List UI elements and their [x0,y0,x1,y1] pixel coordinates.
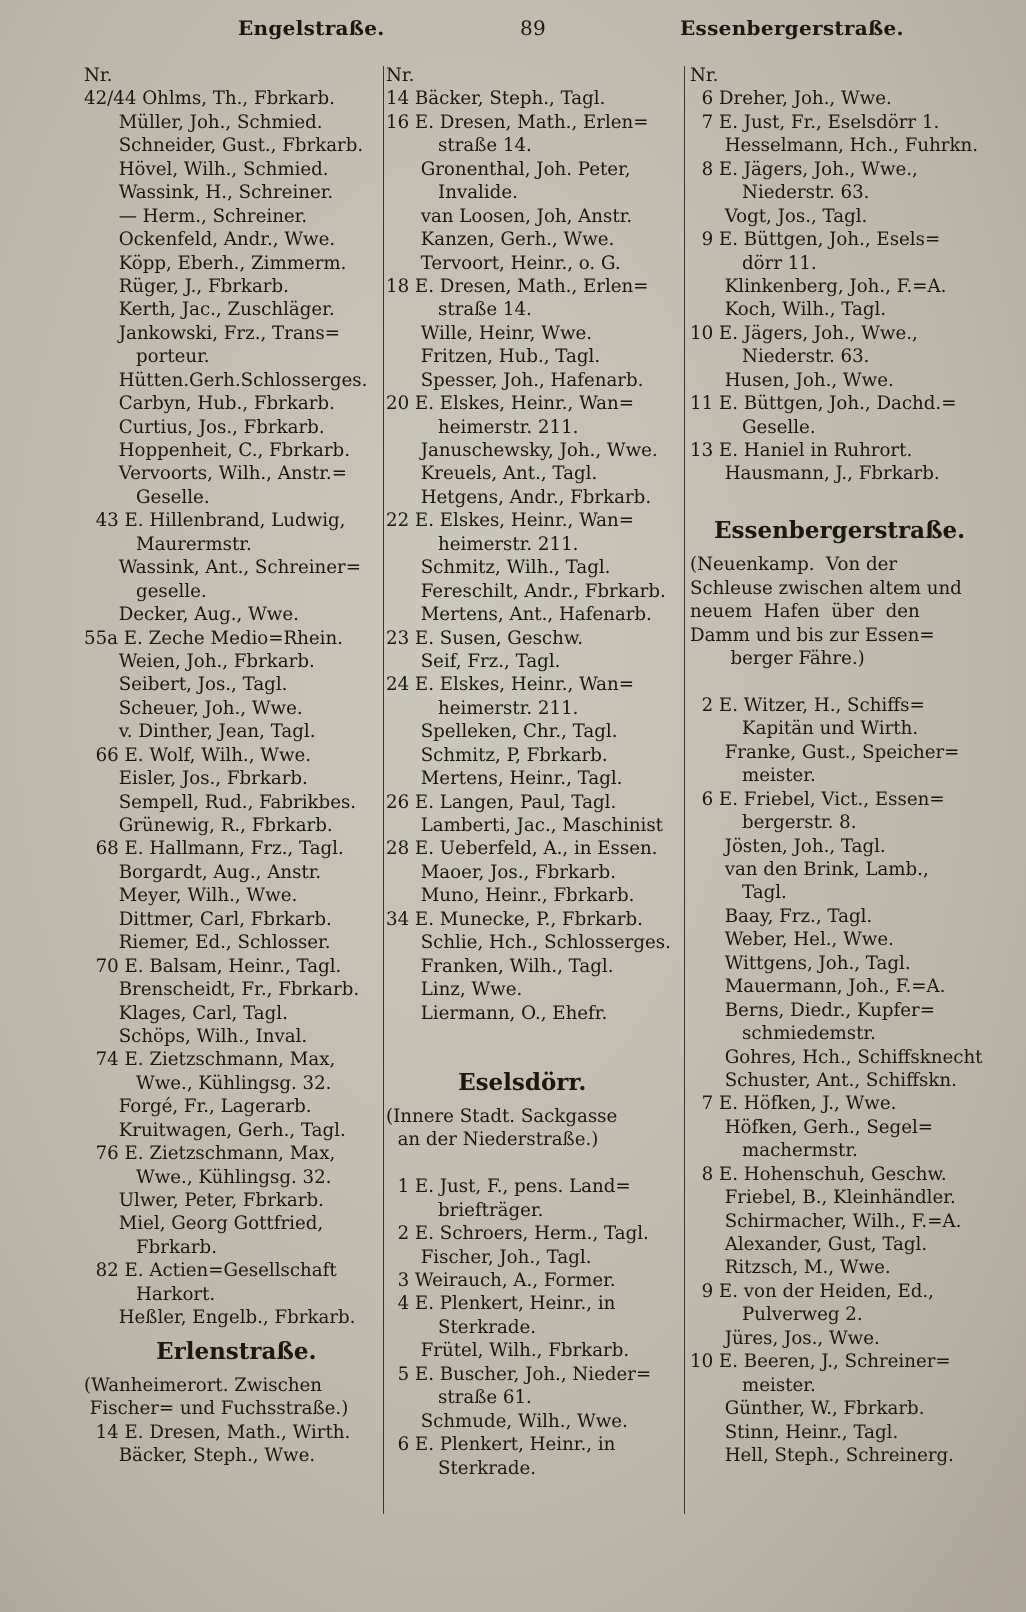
directory-entry: 28 E. Ueberfeld, A., in Essen. [386,838,658,860]
directory-entry: Sterkrade. [386,1457,537,1479]
directory-entry: Ritzsch, M., Wwe. [690,1257,891,1279]
directory-entry: Schleuse zwischen altem und [690,577,962,599]
directory-entry: Wassink, Ant., Schreiner= [84,557,361,579]
directory-entry: 9 E. von der Heiden, Ed., [690,1280,934,1302]
directory-entry: Jösten, Joh., Tagl. [690,835,886,857]
directory-entry: schmiedemstr. [690,1023,876,1045]
directory-entry: 42/44 Ohlms, Th., Fbrkarb. [84,88,335,110]
directory-entry: 43 E. Hillenbrand, Ludwig, [84,510,346,532]
directory-entry: Jüres, Jos., Wwe. [690,1327,880,1349]
directory-entry: straße 14. [386,299,532,321]
directory-entry: Rüger, J., Fbrkarb. [84,275,289,297]
directory-entry: Spesser, Joh., Hafenarb. [386,369,644,391]
directory-entry: Tervoort, Heinr., o. G. [386,252,621,274]
directory-entry: machermstr. [690,1140,858,1162]
section-title: Essenbergerstraße. [690,517,966,545]
header-right-street: Essenbergerstraße. [680,16,904,40]
directory-entry: Wittgens, Joh., Tagl. [690,952,911,974]
directory-entry: Dittmer, Carl, Fbrkarb. [84,908,332,930]
directory-entry: Kapitän und Wirth. [690,718,919,740]
directory-entry: Kreuels, Ant., Tagl. [386,463,598,485]
directory-entry: Fischer= und Fuchsstraße.) [84,1398,349,1420]
page-header [0,16,1026,50]
directory-entry: Damm und bis zur Essen= [690,624,935,646]
directory-entry: bergerstr. 8. [690,812,857,834]
directory-entry: Klages, Carl, Tagl. [84,1002,288,1024]
directory-entry: Linz, Wwe. [386,979,523,1001]
directory-entry: 8 E. Hohenschuh, Geschw. [690,1163,947,1185]
directory-entry: Kanzen, Gerh., Wwe. [386,229,615,251]
directory-entry: Schmitz, P, Fbrkarb. [386,744,608,766]
directory-entry: Weien, Joh., Fbrkarb. [84,650,315,672]
directory-entry: Weber, Hel., Wwe. [690,929,894,951]
directory-entry: Fischer, Joh., Tagl. [386,1246,592,1268]
directory-entry: Berns, Diedr., Kupfer= [690,999,935,1021]
directory-entry: 18 E. Dresen, Math., Erlen= [386,275,649,297]
directory-entry: 14 Bäcker, Steph., Tagl. [386,88,606,110]
directory-entry: Januschewsky, Joh., Wwe. [386,440,658,461]
directory-entry: Forgé, Fr., Lagerarb. [84,1096,312,1118]
directory-entry: Fereschilt, Andr., Fbrkarb. [386,580,666,602]
directory-entry: Bäcker, Steph., Wwe. [84,1444,316,1466]
directory-entry: Geselle. [84,486,210,508]
directory-entry: Hütten.Gerh.Schlosserges. [84,369,368,391]
directory-entry: Schneider, Gust., Fbrkarb. [84,135,364,157]
directory-entry: Höfken, Gerh., Segel= [690,1116,934,1138]
directory-entry: Friebel, B., Kleinhändler. [690,1187,956,1209]
directory-entry: Hetgens, Andr., Fbrkarb. [386,486,652,508]
directory-entry: Kruitwagen, Gerh., Tagl. [84,1119,346,1141]
directory-entry: Wassink, H., Schreiner. [84,182,334,204]
directory-entry: straße 61. [386,1387,532,1409]
directory-entry: 6 E. Friebel, Vict., Essen= [690,788,945,810]
directory-entry: meister. [690,1374,816,1396]
directory-entry: heimerstr. 211. [386,697,579,719]
directory-entry: 55a E. Zeche Medio=Rhein. [84,627,343,649]
directory-entry: heimerstr. 211. [386,416,579,438]
directory-entry: Köpp, Eberh., Zimmerm. [84,252,347,274]
directory-entry: 68 E. Hallmann, Frz., Tagl. [84,838,344,860]
directory-entry: 16 E. Dresen, Math., Erlen= [386,111,649,133]
directory-entry: Mertens, Ant., Hafenarb. [386,604,652,626]
directory-entry: Koch, Wilh., Tagl. [690,299,887,321]
section-title: Erlenstraße. [84,1337,317,1365]
directory-entry: 26 E. Langen, Paul, Tagl. [386,791,617,813]
directory-entry: Mertens, Heinr., Tagl. [386,768,623,790]
spacer [690,486,1000,509]
directory-entry: Brenscheidt, Fr., Fbrkarb. [84,979,360,1001]
directory-entry: dörr 11. [690,252,817,274]
directory-entry: (Innere Stadt. Sackgasse [386,1105,618,1127]
directory-entry: Gohres, Hch., Schiffsknecht [690,1046,983,1068]
directory-entry: Schirmacher, Wilh., F.=A. [690,1210,962,1232]
directory-entry: Muno, Heinr., Fbrkarb. [386,885,635,907]
directory-entry: Borgardt, Aug., Anstr. [84,861,322,883]
directory-entry: Pulverweg 2. [690,1304,863,1326]
directory-entry: Niederstr. 63. [690,346,870,368]
directory-entry: 2 E. Witzer, H., Schiffs= [690,694,925,716]
directory-entry: Lamberti, Jac., Maschinist [386,815,663,836]
directory-entry: Sempell, Rud., Fabrikbes. [84,791,357,813]
directory-entry: Alexander, Gust, Tagl. [690,1234,928,1255]
spacer [690,671,1000,694]
page-number: 89 [520,16,547,40]
directory-entry: Hesselmann, Hch., Fuhrkn. [690,135,978,157]
directory-entry: Schuster, Ant., Schiffskn. [690,1069,957,1091]
header-left-street: Engelstraße. [238,16,385,40]
directory-entry: Ockenfeld, Andr., Wwe. [84,229,336,251]
directory-entry: Invalide. [386,182,518,204]
directory-entry: 82 E. Actien=Gesellschaft [84,1260,337,1282]
column-1 [84,64,384,1467]
spacer [386,1025,686,1061]
directory-entry: 11 E. Büttgen, Joh., Dachd.= [690,393,957,415]
directory-entry: 74 E. Zietzschmann, Max, [84,1049,336,1071]
directory-entry: 9 E. Büttgen, Joh., Esels= [690,229,941,251]
directory-entry: Mauermann, Joh., F.=A. [690,976,946,998]
directory-entry: 66 E. Wolf, Wilh., Wwe. [84,744,312,766]
directory-entry: Franke, Gust., Speicher= [690,741,960,763]
directory-entry: Frütel, Wilh., Fbrkarb. [386,1340,630,1362]
directory-entry: 76 E. Zietzschmann, Max, [84,1143,336,1165]
directory-entry: 10 E. Beeren, J., Schreiner= [690,1351,951,1373]
directory-entry: an der Niederstraße.) [386,1129,599,1151]
directory-entry: Wille, Heinr, Wwe. [386,322,593,344]
column-3 [690,64,1000,1467]
directory-entry: 70 E. Balsam, Heinr., Tagl. [84,955,342,977]
directory-entry: Schmude, Wilh., Wwe. [386,1410,628,1432]
directory-entry: Maurermstr. [84,533,252,555]
directory-entry: 3 Weirauch, A., Former. [386,1270,616,1291]
directory-entry: Grünewig, R., Fbrkarb. [84,815,333,836]
directory-entry: van den Brink, Lamb., [690,859,929,880]
directory-entry: Nr. [690,65,719,86]
column-2 [386,64,686,1480]
directory-entry: 20 E. Elskes, Heinr., Wan= [386,393,634,415]
directory-entry: neuem Hafen über den [690,601,920,623]
directory-entry: Hausmann, J., Fbrkarb. [690,463,940,485]
directory-entry: Harkort. [84,1283,216,1305]
directory-entry: Jankowski, Frz., Trans= [84,322,341,344]
directory-entry: Schlie, Hch., Schlosserges. [386,932,671,954]
directory-entry: Miel, Georg Gottfried, [84,1213,324,1235]
directory-entry: 2 E. Schroers, Herm., Tagl. [386,1223,649,1245]
directory-entry: 5 E. Buscher, Joh., Nieder= [386,1363,652,1385]
directory-entry: Fbrkarb. [84,1236,217,1258]
directory-entry: geselle. [84,580,207,602]
directory-entry: Carbyn, Hub., Fbrkarb. [84,393,335,415]
directory-entry: Hoppenheit, C., Fbrkarb. [84,440,350,461]
directory-entry: 14 E. Dresen, Math., Wirth. [84,1421,351,1443]
directory-entry: briefträger. [386,1199,544,1221]
directory-entry: Klinkenberg, Joh., F.=A. [690,275,947,297]
directory-entry: Vogt, Jos., Tagl. [690,205,868,227]
directory-entry: Husen, Joh., Wwe. [690,369,894,391]
directory-entry: Vervoorts, Wilh., Anstr.= [84,463,347,485]
directory-entry: Müller, Joh., Schmied. [84,111,323,133]
directory-entry: 1 E. Just, F., pens. Land= [386,1176,631,1198]
directory-entry: Baay, Frz., Tagl. [690,905,873,927]
directory-entry: Schmitz, Wilh., Tagl. [386,557,611,579]
directory-entry: 10 E. Jägers, Joh., Wwe., [690,322,918,344]
directory-entry: 23 E. Susen, Geschw. [386,627,584,649]
directory-entry: Seif, Frz., Tagl. [386,650,561,672]
directory-entry: Schöps, Wilh., Inval. [84,1025,308,1047]
directory-entry: 24 E. Elskes, Heinr., Wan= [386,674,634,696]
directory-entry: Niederstr. 63. [690,182,870,204]
directory-entry: Ulwer, Peter, Fbrkarb. [84,1190,324,1211]
directory-entry: Wwe., Kühlingsg. 32. [84,1166,332,1188]
directory-entry: Decker, Aug., Wwe. [84,604,299,626]
directory-entry: Geselle. [690,416,816,438]
directory-entry: straße 14. [386,135,532,157]
directory-entry: 6 E. Plenkert, Heinr., in [386,1434,616,1456]
directory-entry: 8 E. Jägers, Joh., Wwe., [690,158,918,180]
directory-entry: (Wanheimerort. Zwischen [84,1374,323,1396]
directory-entry: Hövel, Wilh., Schmied. [84,158,329,180]
directory-entry: 6 Dreher, Joh., Wwe. [690,88,892,110]
directory-entry: Fritzen, Hub., Tagl. [386,346,601,368]
directory-entry: 7 E. Höfken, J., Wwe. [690,1093,897,1115]
directory-entry: 7 E. Just, Fr., Eselsdörr 1. [690,111,940,133]
directory-entry: Nr. [84,65,113,86]
directory-entry: berger Fähre.) [690,648,865,670]
directory-entry: Stinn, Heinr., Tagl. [690,1421,899,1443]
directory-entry: Seibert, Jos., Tagl. [84,674,288,696]
directory-entry: v. Dinther, Jean, Tagl. [84,721,316,743]
directory-entry: Liermann, O., Ehefr. [386,1002,608,1024]
directory-entry: van Loosen, Joh, Anstr. [386,205,633,227]
directory-entry: 13 E. Haniel in Ruhrort. [690,440,913,461]
directory-entry: 22 E. Elskes, Heinr., Wan= [386,510,634,532]
directory-entry: (Neuenkamp. Von der [690,554,898,576]
directory-entry: Scheuer, Joh., Wwe. [84,697,303,719]
directory-entry: Spelleken, Chr., Tagl. [386,721,618,743]
directory-entry: heimerstr. 211. [386,533,579,555]
spacer [386,1152,686,1175]
directory-entry: Günther, W., Fbrkarb. [690,1398,925,1420]
directory-entry: meister. [690,765,816,787]
directory-entry: Sterkrade. [386,1316,537,1338]
directory-entry: Eisler, Jos., Fbrkarb. [84,768,308,790]
directory-entry: 34 E. Munecke, P., Fbrkarb. [386,908,643,930]
directory-entry: 4 E. Plenkert, Heinr., in [386,1293,616,1315]
directory-entry: Maoer, Jos., Fbrkarb. [386,861,616,883]
directory-entry: Gronenthal, Joh. Peter, [386,158,631,180]
directory-entry: — Herm., Schreiner. [84,205,308,227]
directory-entry: Riemer, Ed., Schlosser. [84,932,331,954]
directory-entry: Meyer, Wilh., Wwe. [84,885,298,907]
directory-entry: Franken, Wilh., Tagl. [386,955,614,977]
directory-entry: Nr. [386,65,415,86]
section-title: Eselsdörr. [386,1068,587,1096]
directory-entry: Tagl. [690,882,787,904]
directory-entry: Kerth, Jac., Zuschläger. [84,299,335,321]
directory-entry: Curtius, Jos., Fbrkarb. [84,416,325,438]
directory-entry: porteur. [84,346,210,368]
directory-entry: Heßler, Engelb., Fbrkarb. [84,1307,356,1329]
directory-entry: Wwe., Kühlingsg. 32. [84,1072,332,1094]
directory-entry: Hell, Steph., Schreinerg. [690,1444,954,1466]
